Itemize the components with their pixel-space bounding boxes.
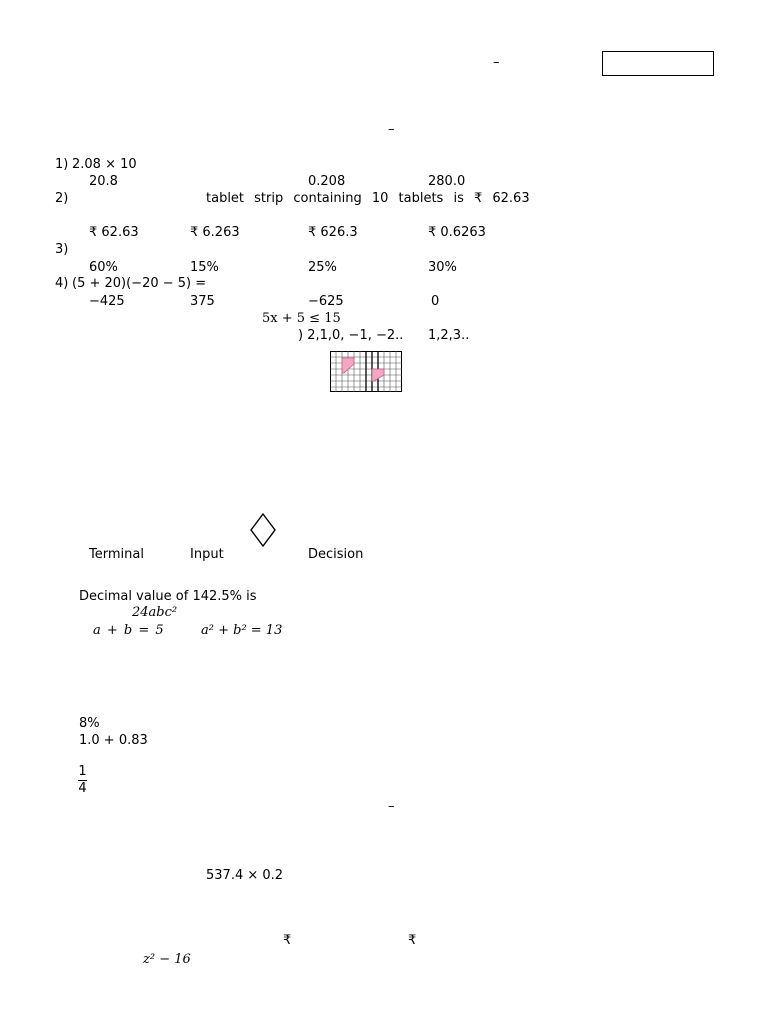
q5-option-b: 1,2,3.. xyxy=(428,328,470,343)
header-dash: – xyxy=(493,55,500,70)
q4-text: (5 + 20)(−20 − 5) = xyxy=(72,276,207,291)
polynomial-expression: z² − 16 xyxy=(143,952,191,967)
sum-expression: 1.0 + 0.83 xyxy=(79,733,148,748)
fraction-denominator: 4 xyxy=(78,781,87,796)
q2-option-d: ₹ 0.6263 xyxy=(428,225,486,240)
answer-box xyxy=(602,51,714,76)
q4-option-d: 0 xyxy=(431,294,440,309)
q1-number: 1) xyxy=(55,157,69,172)
fraction-one-quarter xyxy=(78,765,87,796)
q1-option-d: 280.0 xyxy=(428,174,466,189)
q3-number: 3) xyxy=(55,242,69,257)
term-24abc2: 24abc² xyxy=(132,605,178,620)
decimal-question: Decimal value of 142.5% is xyxy=(79,589,257,604)
q3-option-c: 25% xyxy=(308,260,337,275)
q2-text: tablet strip containing 10 tablets is ₹ 62.63 xyxy=(206,191,530,206)
grid-figure xyxy=(330,351,402,392)
flow-label-input: Input xyxy=(190,547,224,562)
rupee-symbol-2: ₹ xyxy=(408,933,417,948)
q5-inequality: 5x + 5 ≤ 15 xyxy=(262,311,341,326)
title-dash: – xyxy=(388,122,395,137)
q4-number: 4) xyxy=(55,276,69,291)
q1-text: 2.08 × 10 xyxy=(72,157,137,172)
q2-option-a: ₹ 62.63 xyxy=(89,225,139,240)
equation-sum: a + b = 5 xyxy=(93,623,164,638)
q5-option-a: ) 2,1,0, −1, −2.. xyxy=(298,328,404,343)
q1-option-a: 20.8 xyxy=(89,174,118,189)
q4-option-b: 375 xyxy=(190,294,215,309)
flow-label-terminal: Terminal xyxy=(89,547,144,562)
fraction-numerator: 1 xyxy=(78,764,87,779)
equation-squares: a² + b² = 13 xyxy=(201,623,283,638)
product-expression: 537.4 × 0.2 xyxy=(206,868,284,883)
percent-value: 8% xyxy=(79,716,100,731)
q3-option-a: 60% xyxy=(89,260,118,275)
q4-option-c: −625 xyxy=(308,294,344,309)
flow-label-decision: Decision xyxy=(308,547,364,562)
q3-option-b: 15% xyxy=(190,260,219,275)
q3-option-d: 30% xyxy=(428,260,457,275)
section-dash: – xyxy=(388,799,395,814)
rupee-symbol-1: ₹ xyxy=(283,933,292,948)
q4-option-a: −425 xyxy=(89,294,125,309)
q2-number: 2) xyxy=(55,191,69,206)
q2-option-c: ₹ 626.3 xyxy=(308,225,358,240)
q1-option-c: 0.208 xyxy=(308,174,346,189)
q2-option-b: ₹ 6.263 xyxy=(190,225,240,240)
decision-diamond-icon xyxy=(250,513,276,547)
